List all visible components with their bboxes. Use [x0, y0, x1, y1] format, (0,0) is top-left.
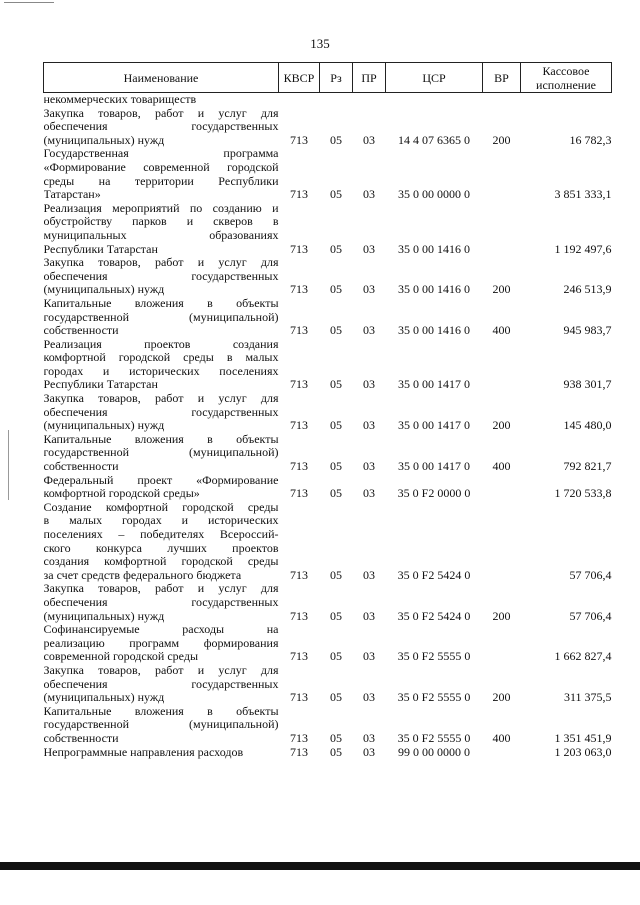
- table-row: [44, 392, 612, 433]
- row-amount: 1 203 063,0: [554, 744, 612, 759]
- row-kvsr: 713: [290, 323, 308, 338]
- row-vr: [483, 474, 521, 501]
- row-name-line: Федеральный проект «Формирование: [43, 473, 279, 487]
- row-csr: 35 0 F2 5424 0: [397, 567, 471, 582]
- row-amount: 57 706,4: [569, 567, 612, 582]
- row-name-line: (муниципальных) нужд: [43, 133, 165, 147]
- row-name-line: (муниципальных) нужд: [43, 419, 165, 433]
- row-kvsr: 713: [290, 187, 308, 202]
- row-amount: 246 513,9: [563, 282, 612, 297]
- row-csr: 35 0 00 1416 0: [398, 241, 470, 256]
- row-pr: 03: [363, 377, 375, 392]
- header-kvsr: КВСР: [279, 63, 320, 93]
- row-rz: [320, 93, 353, 107]
- row-name-line: Создание комфортной городской среды: [43, 500, 279, 514]
- row-name-line: собственности: [43, 731, 119, 745]
- row-amount: 145 480,0: [563, 418, 612, 433]
- row-name-line: Республики Татарстан: [43, 242, 158, 256]
- row-csr: 35 0 F2 5424 0: [397, 608, 471, 623]
- row-rz: 05: [330, 567, 342, 582]
- row-vr: 400: [492, 730, 511, 745]
- header-rz: Рз: [320, 63, 353, 93]
- row-name-line: поселениях – победителях Всероссий-: [43, 528, 279, 541]
- row-name: [44, 107, 279, 148]
- row-name-line: Реализация проектов создания: [43, 337, 279, 351]
- row-kvsr: 713: [290, 418, 308, 433]
- row-name-line: Непрограммные направления расходов: [43, 745, 244, 759]
- row-rz: 05: [330, 377, 342, 392]
- row-pr: 03: [363, 744, 375, 759]
- row-pr: 03: [363, 567, 375, 582]
- row-name: [44, 623, 279, 664]
- row-name: [44, 474, 279, 501]
- row-name-line: создания комфортной городской среды: [43, 555, 279, 569]
- row-csr: 35 0 F2 0000 0: [397, 486, 471, 501]
- row-name: [44, 705, 279, 746]
- header-pr: ПР: [353, 63, 386, 93]
- header-amount-line1: Кассовое: [542, 63, 590, 78]
- row-csr: 14 4 07 6365 0: [398, 132, 470, 147]
- row-vr: 200: [492, 690, 511, 705]
- row-name-line: ского конкурса лучших проектов: [43, 541, 279, 555]
- row-name-line: Капитальные вложения в объекты: [43, 432, 279, 446]
- row-kvsr: 713: [290, 377, 308, 392]
- table-row: [44, 297, 612, 338]
- row-kvsr: 713: [290, 459, 308, 474]
- row-kvsr: 713: [290, 608, 308, 623]
- row-kvsr: 713: [290, 730, 308, 745]
- table-row: [44, 746, 612, 760]
- row-name-line: Закупка товаров, работ и услуг для: [43, 663, 279, 677]
- row-name-line: (муниципальных) нужд: [43, 609, 165, 623]
- row-amount: 311 375,5: [563, 690, 612, 705]
- row-amount: 945 983,7: [563, 323, 612, 338]
- row-name-line: обеспечения государственных: [43, 677, 279, 691]
- row-vr: [483, 623, 521, 664]
- table-row: [44, 147, 612, 201]
- row-vr: 200: [492, 282, 511, 297]
- row-name-line: обеспечения государственных: [43, 595, 279, 609]
- row-csr: 99 0 00 0000 0: [398, 744, 470, 759]
- table-row: [44, 338, 612, 392]
- row-amount: 1 192 497,6: [554, 241, 612, 256]
- row-csr: [386, 93, 483, 107]
- table-row: [44, 582, 612, 623]
- row-amount: 938 301,7: [563, 377, 612, 392]
- row-name-line: городах и исторических поселениях: [43, 364, 279, 378]
- row-kvsr: 713: [290, 649, 308, 664]
- row-vr: [483, 147, 521, 201]
- row-pr: 03: [363, 132, 375, 147]
- row-name-line: обустройству парков и скверов в: [43, 215, 279, 229]
- row-name-line: (муниципальных) нужд: [43, 283, 165, 297]
- row-name-line: обеспечения государственных: [43, 120, 279, 134]
- row-name-line: Татарстан»: [43, 188, 101, 202]
- row-name-line: «Формирование современной городской: [43, 160, 279, 174]
- row-pr: 03: [363, 459, 375, 474]
- row-name-line: собственности: [43, 460, 119, 474]
- row-name: [44, 202, 279, 256]
- row-kvsr: 713: [290, 744, 308, 759]
- row-kvsr: 713: [290, 132, 308, 147]
- row-name-line: Республики Татарстан: [43, 378, 158, 392]
- row-vr: 400: [492, 323, 511, 338]
- row-name: [44, 147, 279, 201]
- row-name-line: собственности: [43, 324, 119, 338]
- row-name: [44, 746, 279, 760]
- row-name: [44, 582, 279, 623]
- row-amount: 1 351 451,9: [554, 730, 612, 745]
- row-name-line: государственной (муниципальной): [43, 446, 279, 460]
- row-vr: [483, 746, 521, 760]
- row-name: [44, 93, 279, 107]
- row-name-line: Софинансируемые расходы на: [43, 623, 279, 637]
- row-name-line: за счет средств федерального бюджета: [43, 568, 242, 582]
- row-rz: 05: [330, 187, 342, 202]
- row-csr: 35 0 00 1417 0: [398, 459, 470, 474]
- row-csr: 35 0 F2 5555 0: [397, 730, 471, 745]
- row-vr: [483, 202, 521, 256]
- row-pr: 03: [363, 323, 375, 338]
- row-csr: 35 0 00 1416 0: [398, 323, 470, 338]
- row-name: [44, 433, 279, 474]
- row-name: [44, 256, 279, 297]
- table-row: [44, 202, 612, 256]
- table-row: [44, 501, 612, 583]
- row-name-line: государственной (муниципальной): [43, 310, 279, 324]
- row-pr: 03: [363, 241, 375, 256]
- row-vr: [483, 501, 521, 583]
- row-name-line: обеспечения государственных: [43, 405, 279, 419]
- row-name-line: Закупка товаров, работ и услуг для: [43, 582, 279, 596]
- row-vr: 200: [492, 608, 511, 623]
- header-name: Наименование: [44, 63, 279, 93]
- row-kvsr: 713: [290, 486, 308, 501]
- row-rz: 05: [330, 690, 342, 705]
- scan-bottom-band: [0, 862, 640, 870]
- table-row: [44, 474, 612, 501]
- row-name: [44, 297, 279, 338]
- row-name-line: Капитальные вложения в объекты: [43, 296, 279, 310]
- row-amount: 792 821,7: [563, 459, 612, 474]
- row-name-line: Закупка товаров, работ и услуг для: [43, 106, 279, 120]
- row-rz: 05: [330, 282, 342, 297]
- row-csr: 35 0 F2 5555 0: [397, 690, 471, 705]
- row-vr: 200: [492, 132, 511, 147]
- row-amount: [521, 93, 612, 107]
- scan-artifact: [8, 430, 9, 500]
- row-name-line: среды на территории Республики: [43, 174, 279, 188]
- row-kvsr: 713: [290, 567, 308, 582]
- row-name-line: некоммерческих товариществ: [43, 93, 197, 106]
- row-amount: 1 720 533,8: [554, 486, 612, 501]
- header-csr: ЦСР: [386, 63, 483, 93]
- row-pr: 03: [363, 187, 375, 202]
- row-name: [44, 501, 279, 583]
- row-amount: 3 851 333,1: [554, 187, 612, 202]
- row-csr: 35 0 F2 5555 0: [397, 649, 471, 664]
- page-number: 135: [310, 36, 330, 51]
- row-name: [44, 338, 279, 392]
- header-vr: ВР: [483, 63, 521, 93]
- row-rz: 05: [330, 486, 342, 501]
- row-rz: 05: [330, 649, 342, 664]
- row-name-line: Реализация мероприятий по созданию и: [43, 201, 279, 215]
- budget-table: [43, 62, 612, 759]
- row-name-line: в малых городах и исторических: [43, 514, 279, 528]
- row-name-line: Закупка товаров, работ и услуг для: [43, 392, 279, 406]
- row-vr: 200: [492, 418, 511, 433]
- table-row: [44, 256, 612, 297]
- table-header-row: [44, 63, 612, 93]
- row-vr: 400: [492, 459, 511, 474]
- row-csr: 35 0 00 0000 0: [398, 187, 470, 202]
- row-csr: 35 0 00 1417 0: [398, 418, 470, 433]
- row-name-line: комфортной городской среды в малых: [43, 351, 279, 365]
- row-pr: [353, 93, 386, 107]
- header-amount-line2: исполнение: [536, 77, 596, 92]
- table-row: [44, 93, 612, 107]
- row-name-line: (муниципальных) нужд: [43, 691, 165, 705]
- row-rz: 05: [330, 744, 342, 759]
- row-kvsr: 713: [290, 690, 308, 705]
- row-rz: 05: [330, 459, 342, 474]
- row-kvsr: 713: [290, 241, 308, 256]
- row-pr: 03: [363, 649, 375, 664]
- row-rz: 05: [330, 608, 342, 623]
- row-rz: 05: [330, 241, 342, 256]
- row-vr: [483, 338, 521, 392]
- table-body: [44, 93, 612, 760]
- row-name-line: обеспечения государственных: [43, 269, 279, 283]
- table-row: [44, 705, 612, 746]
- row-name: [44, 664, 279, 705]
- row-name-line: комфортной городской среды»: [43, 487, 200, 501]
- row-name-line: Государственная программа: [43, 147, 279, 161]
- row-name-line: муниципальных образованиях: [43, 228, 279, 242]
- row-rz: 05: [330, 418, 342, 433]
- row-csr: 35 0 00 1416 0: [398, 282, 470, 297]
- row-kvsr: 713: [290, 282, 308, 297]
- row-name: [44, 392, 279, 433]
- header-amount: [521, 63, 612, 93]
- row-name-line: государственной (муниципальной): [43, 718, 279, 732]
- table-row: [44, 433, 612, 474]
- row-csr: 35 0 00 1417 0: [398, 377, 470, 392]
- row-amount: 1 662 827,4: [554, 649, 612, 664]
- row-pr: 03: [363, 690, 375, 705]
- row-amount: 57 706,4: [569, 608, 612, 623]
- row-kvsr: [279, 93, 320, 107]
- row-rz: 05: [330, 323, 342, 338]
- row-name-line: реализацию программ формирования: [43, 636, 279, 650]
- row-pr: 03: [363, 486, 375, 501]
- row-name-line: Закупка товаров, работ и услуг для: [43, 256, 279, 270]
- row-rz: 05: [330, 730, 342, 745]
- row-pr: 03: [363, 730, 375, 745]
- row-name-line: современной городской среды: [43, 650, 199, 664]
- row-pr: 03: [363, 608, 375, 623]
- row-pr: 03: [363, 282, 375, 297]
- table-row: [44, 107, 612, 148]
- table-row: [44, 664, 612, 705]
- row-pr: 03: [363, 418, 375, 433]
- row-rz: 05: [330, 132, 342, 147]
- row-name-line: Капитальные вложения в объекты: [43, 704, 279, 718]
- row-amount: 16 782,3: [569, 132, 612, 147]
- table-row: [44, 623, 612, 664]
- row-vr: [483, 93, 521, 107]
- scan-artifact: [4, 2, 54, 6]
